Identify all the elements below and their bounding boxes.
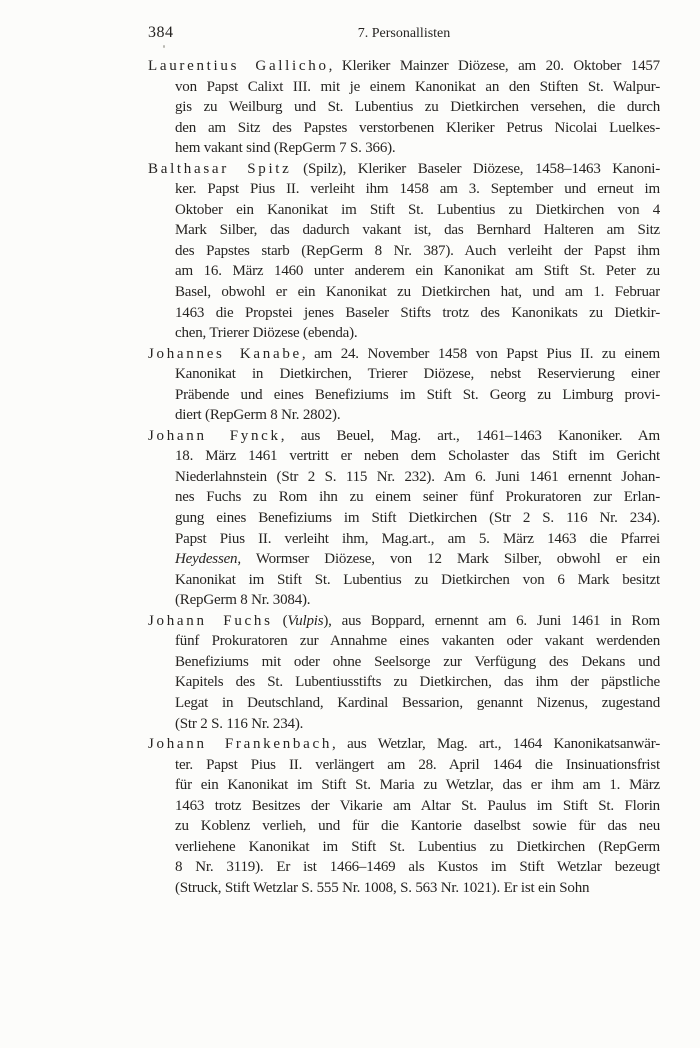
entry-paragraph	[148, 734, 660, 898]
text-segment: hem vakant sind (RepGerm 7 S. 366).	[175, 140, 396, 157]
running-title: 7. Personallisten	[357, 26, 451, 41]
text-line	[148, 138, 660, 159]
text-segment: von Papst Calixt III. mit je einem Kanonikat an den Stiften St. Walpur-	[175, 78, 660, 95]
text-segment: ), aus Boppard, ernennt am 6. Juni 1461 in Rom	[323, 612, 660, 629]
text-segment: gis zu Weilburg und St. Lubentius zu Dietkirchen versehen, die durch	[175, 99, 660, 116]
text-segment: für ein Kanonikat im Stift St. Maria zu Wetzlar, das er ihm am 1. März	[175, 777, 660, 794]
text-line	[148, 549, 660, 570]
text-line	[148, 734, 660, 755]
text-segment: 8 Nr. 3119). Er ist 1466–1469 als Kustos im Stift Wetzlar bezeugt	[175, 859, 660, 876]
text-segment: , aus Wetzlar, Mag. art., 1464 Kanonikatsanwär-	[332, 736, 660, 753]
text-line	[148, 241, 660, 262]
text-line	[148, 714, 660, 735]
text-line	[148, 611, 660, 632]
text-segment: 1463 die Propstei jenes Baseler Stifts trotz des Kanonikats zu Dietkir-	[175, 304, 660, 321]
text-line	[148, 426, 660, 447]
text-line	[148, 816, 660, 837]
person-name: Johannes Kanabe	[148, 345, 302, 362]
text-line	[148, 200, 660, 221]
text-segment: (	[272, 612, 288, 629]
person-name: Johann Fuchs	[148, 612, 273, 629]
entries-container	[148, 56, 660, 898]
text-line	[148, 529, 660, 550]
text-segment: den am Sitz des Papstes verstorbenen Kleriker Petrus Nicolai Luelkes-	[175, 119, 660, 136]
italic-term: Vulpis	[287, 612, 324, 629]
text-segment: Basel, obwohl er ein Kanonikat zu Dietkirchen hat, und am 1. Februar	[175, 284, 660, 301]
text-segment: , Kleriker Mainzer Diözese, am 20. Oktober 1457	[328, 58, 660, 74]
text-line	[148, 878, 660, 899]
entry-paragraph	[148, 159, 660, 344]
text-segment: , am 24. November 1458 von Papst Pius II. zu einem	[301, 345, 660, 362]
page-header	[148, 24, 660, 44]
text-line	[148, 77, 660, 98]
text-segment: diert (RepGerm 8 Nr. 2802).	[175, 407, 341, 424]
text-line	[148, 487, 660, 508]
text-segment: Kanonikat im Stift St. Lubentius zu Dietkirchen von 6 Mark besitzt	[175, 571, 660, 588]
text-line	[148, 775, 660, 796]
text-line	[148, 179, 660, 200]
text-line	[148, 323, 660, 344]
text-segment: ter. Papst Pius II. verlängert am 28. April 1464 die Insinuationsfrist	[175, 756, 660, 773]
page-number: 384	[148, 24, 174, 41]
text-segment: (Spilz), Kleriker Baseler Diözese, 1458–1463 Kanoni-	[291, 160, 660, 177]
text-line	[148, 56, 660, 77]
text-line	[148, 508, 660, 529]
text-segment: Mark Silber, das dadurch vakant ist, das Bernhard Halteren am Sitz	[175, 222, 660, 239]
text-line	[148, 97, 660, 118]
text-segment: gung eines Benefiziums im Stift Dietkirchen (Str 2 S. 116 Nr. 234).	[175, 510, 660, 527]
text-segment: am 16. März 1460 unter anderem ein Kanonikat am Stift St. Peter zu	[175, 263, 660, 280]
text-segment: verliehene Kanonikat im Stift St. Lubentius zu Dietkirchen (RepGerm	[175, 838, 660, 855]
text-line	[148, 344, 660, 365]
text-segment: fünf Prokuratoren zur Annahme eines vakanten oder vakant werdenden	[175, 633, 660, 650]
text-segment: chen, Trierer Diözese (ebenda).	[175, 325, 358, 342]
text-line	[148, 282, 660, 303]
text-segment: Niederlahnstein (Str 2 S. 115 Nr. 232). Am 6. Juni 1461 ernennt Johan-	[175, 468, 660, 485]
text-segment: Papst Pius II. verleiht ihm, Mag.art., am 5. März 1463 die Pfarrei	[175, 530, 660, 547]
text-segment: 18. März 1461 vertritt er neben dem Scholaster das Stift im Gericht	[175, 448, 660, 465]
text-line	[148, 590, 660, 611]
entry-paragraph	[148, 426, 660, 611]
text-line	[148, 652, 660, 673]
text-line	[148, 220, 660, 241]
entry-paragraph	[148, 56, 660, 159]
text-segment: ker. Papst Pius II. verleiht ihm 1458 am 3. September und erneut im	[175, 181, 660, 198]
text-line	[148, 755, 660, 776]
text-segment: (Struck, Stift Wetzlar S. 555 Nr. 1008, S. 563 Nr. 1021). Er ist ein Sohn	[175, 879, 590, 896]
text-segment: nes Fuchs zu Rom ihn zu einem seiner fünf Prokuratoren zur Erlan-	[175, 489, 660, 506]
entry-paragraph	[148, 344, 660, 426]
text-segment: Kanonikat in Dietkirchen, Trierer Diözese, nebst Reservierung einer	[175, 366, 660, 383]
text-segment: des Papstes starb (RepGerm 8 Nr. 387). Auch verleiht der Papst ihm	[175, 242, 660, 259]
italic-term: Heydessen	[175, 551, 238, 568]
text-segment: (RepGerm 8 Nr. 3084).	[175, 592, 311, 609]
text-line	[148, 693, 660, 714]
text-line	[148, 405, 660, 426]
text-line	[148, 446, 660, 467]
text-line	[148, 303, 660, 324]
person-name: Balthasar Spitz	[148, 160, 292, 177]
entry-paragraph	[148, 611, 660, 734]
text-line	[148, 261, 660, 282]
text-line	[148, 837, 660, 858]
text-segment: Oktober ein Kanonikat im Stift St. Lubentius zu Dietkirchen von 4	[175, 201, 660, 218]
person-name: Johann Fynck	[148, 427, 281, 444]
person-name: Johann Frankenbach	[148, 736, 333, 753]
text-line	[148, 118, 660, 139]
text-line	[148, 467, 660, 488]
text-line	[148, 672, 660, 693]
text-line	[148, 796, 660, 817]
text-segment: , aus Beuel, Mag. art., 1461–1463 Kanoniker. Am	[280, 427, 660, 444]
person-name: Laurentius Gallicho	[148, 58, 329, 74]
text-segment: Präbende und eines Benefiziums im Stift St. Georg zu Limburg provi-	[175, 386, 660, 403]
text-segment: Kapitels des St. Lubentiusstifts zu Dietkirchen, das ihm der päpstliche	[175, 674, 660, 691]
text-line	[148, 857, 660, 878]
text-segment: (Str 2 S. 116 Nr. 234).	[175, 715, 304, 732]
text-line	[148, 631, 660, 652]
text-segment: zu Koblenz verlieh, und für die Kantorie daselbst sowie für das neu	[175, 818, 660, 835]
text-segment: Legat in Deutschland, Kardinal Bessarion, genannt Nizenus, zugestand	[175, 694, 660, 711]
text-line	[148, 570, 660, 591]
scan-speck	[163, 45, 165, 48]
text-segment: 1463 trotz Besitzes der Vikarie am Altar St. Paulus im Stift St. Florin	[175, 797, 660, 814]
text-line	[148, 385, 660, 406]
text-line	[148, 364, 660, 385]
text-segment: , Wormser Diözese, von 12 Mark Silber, obwohl er ein	[237, 551, 660, 568]
text-segment: Benefiziums mit oder ohne Seelsorge zur Verfügung des Dekans und	[175, 653, 660, 670]
text-line	[148, 159, 660, 180]
